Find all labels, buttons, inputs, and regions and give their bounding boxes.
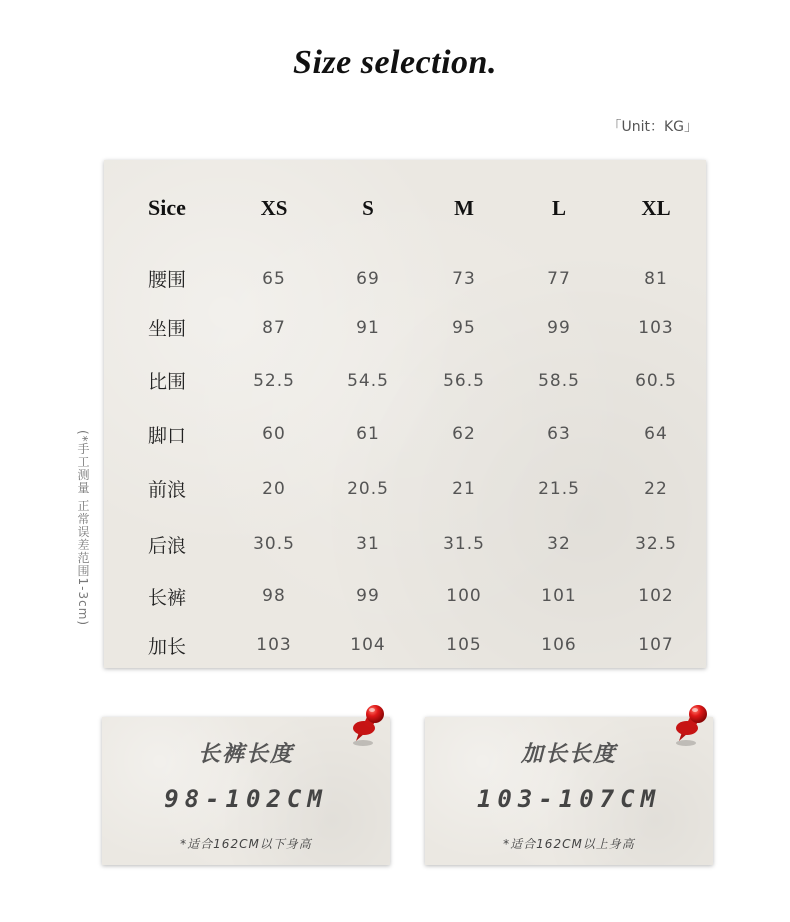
size-table xyxy=(104,160,706,670)
table-cell: 106 xyxy=(541,635,577,655)
extended-length-card xyxy=(425,717,713,865)
table-cell: 64 xyxy=(644,424,668,444)
push-pin-icon xyxy=(346,703,388,749)
row-label: 腰围 xyxy=(148,269,187,291)
note-title: 长裤长度 xyxy=(197,742,294,767)
table-row xyxy=(104,620,706,670)
size-header-l: L xyxy=(551,195,566,220)
row-label: 前浪 xyxy=(148,479,187,501)
row-label: 后浪 xyxy=(148,534,187,557)
table-row xyxy=(104,572,706,620)
table-cell: 56.5 xyxy=(443,370,485,391)
table-row xyxy=(104,301,706,354)
table-header-label: Sice xyxy=(148,195,186,220)
table-cell: 22 xyxy=(644,478,668,499)
table-cell: 69 xyxy=(356,268,380,289)
row-label: 脚口 xyxy=(148,424,187,447)
table-cell: 21.5 xyxy=(538,478,580,499)
row-label: 比围 xyxy=(148,371,187,393)
table-cell: 31 xyxy=(356,534,380,554)
table-row xyxy=(104,256,706,301)
table-cell: 62 xyxy=(452,424,476,444)
table-cell: 73 xyxy=(452,268,476,289)
table-cell: 54.5 xyxy=(347,370,389,391)
table-cell: 61 xyxy=(356,424,380,444)
size-chart-card xyxy=(104,160,706,668)
row-label: 加长 xyxy=(148,635,187,658)
size-header-xs: XS xyxy=(260,195,288,220)
size-header-m: M xyxy=(454,195,474,220)
note-range: 98-102CM xyxy=(164,785,328,813)
table-cell: 98 xyxy=(262,586,286,606)
page-title: Size selection. xyxy=(293,44,497,81)
size-header-xl: XL xyxy=(641,195,671,220)
note-fit: *适合162CM以上身高 xyxy=(503,837,635,851)
table-row xyxy=(104,516,706,572)
measurement-note: (*手工测量 正常误差范围1-3cm) xyxy=(76,430,90,627)
table-cell: 104 xyxy=(350,635,386,655)
table-cell: 58.5 xyxy=(538,370,580,391)
note-fit: *适合162CM以下身高 xyxy=(180,837,312,851)
push-pin-icon xyxy=(669,703,711,749)
table-cell: 60.5 xyxy=(635,370,677,391)
table-cell: 99 xyxy=(547,317,571,338)
table-cell: 32.5 xyxy=(635,534,677,554)
table-cell: 31.5 xyxy=(443,534,485,554)
table-cell: 102 xyxy=(638,586,674,606)
table-row xyxy=(104,461,706,516)
regular-length-card xyxy=(102,717,390,865)
table-cell: 20 xyxy=(262,478,286,499)
table-cell: 91 xyxy=(356,317,380,338)
table-cell: 105 xyxy=(446,635,482,655)
table-cell: 63 xyxy=(547,424,571,444)
table-cell: 103 xyxy=(638,317,674,338)
table-cell: 30.5 xyxy=(253,534,295,554)
table-cell: 20.5 xyxy=(347,478,389,499)
row-label: 长裤 xyxy=(148,586,187,609)
table-cell: 95 xyxy=(452,317,476,338)
unit-label: 「Unit：KG」 xyxy=(607,119,698,135)
table-row xyxy=(104,354,706,407)
table-cell: 81 xyxy=(644,268,668,289)
note-range: 103-107CM xyxy=(476,785,662,813)
table-cell: 65 xyxy=(262,268,286,289)
row-label: 坐围 xyxy=(148,318,187,340)
table-cell: 107 xyxy=(638,635,674,655)
table-cell: 21 xyxy=(452,478,476,499)
table-cell: 103 xyxy=(256,635,292,655)
table-cell: 99 xyxy=(356,586,380,606)
table-cell: 77 xyxy=(547,268,571,289)
table-cell: 100 xyxy=(446,586,482,606)
table-cell: 52.5 xyxy=(253,370,295,391)
table-cell: 101 xyxy=(541,586,577,606)
note-title: 加长长度 xyxy=(520,742,617,767)
table-cell: 32 xyxy=(547,534,571,554)
table-row xyxy=(104,407,706,461)
size-header-s: S xyxy=(362,195,374,220)
table-cell: 60 xyxy=(262,424,286,444)
table-header-row xyxy=(104,160,706,256)
table-cell: 87 xyxy=(262,317,286,338)
